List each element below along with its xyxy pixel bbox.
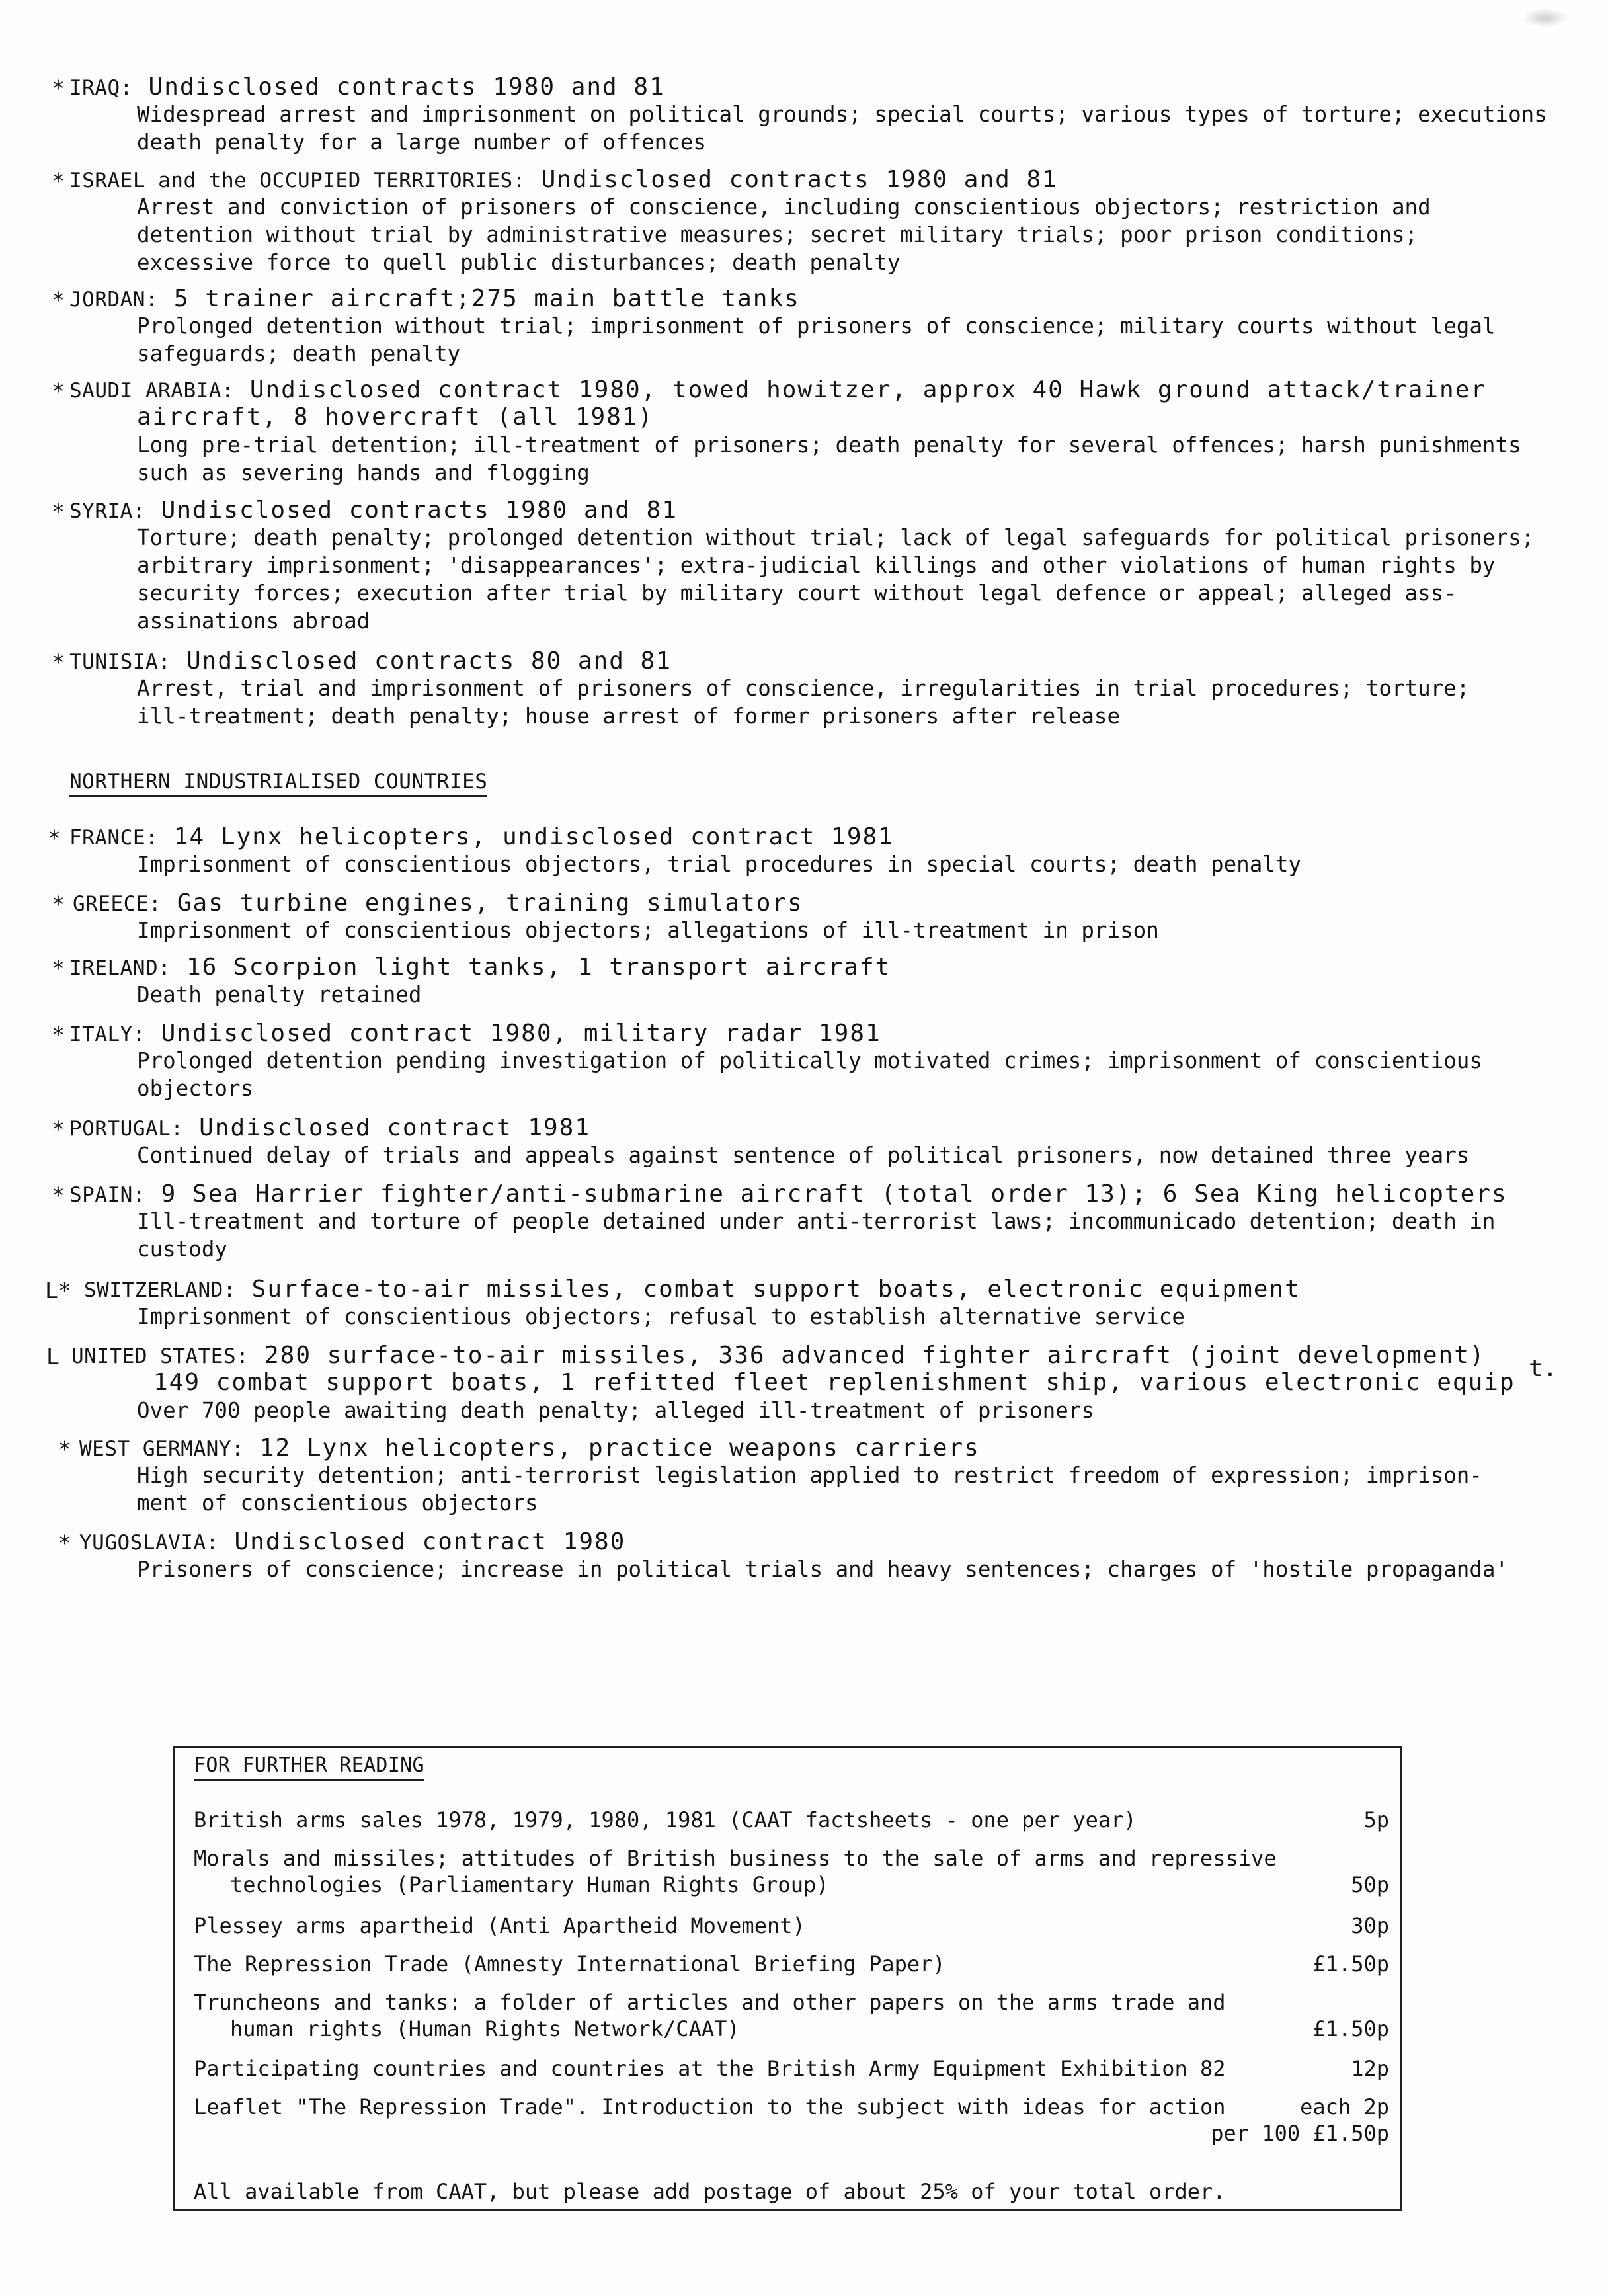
arms-items: Undisclosed contract 1981 — [199, 1114, 591, 1141]
entry-marker: * — [52, 1182, 65, 1208]
arms-items: 5 trainer aircraft;275 main battle tanks — [173, 285, 800, 312]
country-name: ITALY: — [69, 1022, 145, 1046]
country-name: ISRAEL and the OCCUPIED TERRITORIES: — [69, 169, 526, 192]
human-rights-line: Imprisonment of conscientious objectors, trial procedures in special courts; death penalty — [137, 852, 1301, 877]
reading-item-price: 30p — [1351, 1913, 1389, 1938]
reading-item-title: Leaflet "The Repression Trade". Introduction to the subject with ideas for action — [194, 2094, 1226, 2119]
human-rights-line: detention without trial by administrative measures; secret military trials; poor prison conditions; — [137, 222, 1418, 247]
arms-items-continued: aircraft, 8 hovercraft (all 1981) — [137, 403, 654, 430]
country-name: IRELAND: — [69, 956, 171, 980]
further-reading-title: FOR FURTHER READING — [194, 1752, 424, 1781]
human-rights-line: Imprisonment of conscientious objectors; allegations of ill-treatment in prison — [137, 918, 1159, 943]
reading-item-title: British arms sales 1978, 1979, 1980, 1981 (CAAT factsheets - one per year) — [194, 1807, 1137, 1832]
arms-items: Undisclosed contracts 1980 and 81 — [541, 166, 1058, 193]
entry-marker: * — [52, 499, 65, 524]
reading-item-title: Morals and missiles; attitudes of British business to the sale of arms and repressive — [194, 1846, 1277, 1871]
reading-item-title: Participating countries and countries at the British Army Equipment Exhibition 82 — [194, 2056, 1226, 2081]
human-rights-line: Arrest and conviction of prisoners of conscience, including conscientious objectors; restriction and — [137, 194, 1431, 220]
country-name: YUGOSLAVIA: — [79, 1531, 219, 1555]
reading-item-price: 50p — [1351, 1872, 1389, 1897]
human-rights-line: Prisoners of conscience; increase in political trials and heavy sentences; charges of 'hostile propaganda' — [137, 1557, 1509, 1582]
entry-marker: * — [52, 378, 65, 404]
reading-item-title: Plessey arms apartheid (Anti Apartheid Movement) — [194, 1913, 805, 1938]
country-name: WEST GERMANY: — [79, 1437, 245, 1461]
human-rights-line: Long pre-trial detention; ill-treatment of prisoners; death penalty for several offences; harsh punishments — [137, 432, 1521, 458]
arms-items: 12 Lynx helicopters, practice weapons carriers — [259, 1434, 980, 1461]
further-reading-box — [173, 1746, 1402, 2211]
human-rights-line: safeguards; death penalty — [137, 341, 461, 366]
country-name: UNITED STATES: — [71, 1344, 249, 1368]
arms-items: 280 surface-to-air missiles, 336 advanced fighter aircraft (joint development) — [264, 1342, 1486, 1369]
human-rights-line: Over 700 people awaiting death penalty; alleged ill-treatment of prisoners — [137, 1398, 1094, 1423]
arms-items: Gas turbine engines, training simulators — [177, 889, 803, 917]
human-rights-line: Continued delay of trials and appeals against sentence of political prisoners, now detained three years — [137, 1143, 1470, 1168]
entry-marker: * — [48, 825, 61, 851]
country-name: GREECE: — [73, 892, 162, 916]
reading-item-price: 5p — [1363, 1807, 1389, 1832]
reading-item-price: £1.50p — [1312, 2016, 1389, 2041]
arms-items: Undisclosed contracts 1980 and 81 — [161, 497, 678, 524]
country-name: SAUDI ARABIA: — [69, 379, 235, 403]
arms-items: Undisclosed contracts 80 and 81 — [186, 647, 672, 675]
human-rights-line: objectors — [137, 1076, 254, 1101]
arms-items: Undisclosed contract 1980, towed howitzer, approx 40 Hawk ground attack/trainer — [249, 376, 1487, 403]
reading-item-price: each 2p — [1300, 2094, 1389, 2119]
human-rights-line: arbitrary imprisonment; 'disappearances'; extra-judicial killings and other violations of human rights by — [137, 553, 1496, 578]
scan-smudge — [1522, 8, 1568, 28]
reading-item-price: £1.50p — [1312, 1951, 1389, 1977]
human-rights-line: Arrest, trial and imprisonment of prisoners of conscience, irregularities in trial procedures; torture; — [137, 676, 1470, 701]
reading-item-price: per 100 £1.50p — [1211, 2121, 1389, 2146]
entry-marker: L — [46, 1344, 60, 1370]
entry-marker: * — [52, 75, 65, 101]
entry-marker: * — [52, 1116, 65, 1142]
arms-items: 16 Scorpion light tanks, 1 transport aircraft — [186, 954, 891, 981]
human-rights-line: excessive force to quell public disturbances; death penalty — [137, 250, 901, 275]
reading-item-price: 12p — [1351, 2056, 1389, 2081]
country-name: SPAIN: — [69, 1183, 145, 1207]
human-rights-line: Prolonged detention pending investigation of politically motivated crimes; imprisonment of conscientious — [137, 1048, 1482, 1073]
country-name: PORTUGAL: — [69, 1117, 184, 1141]
human-rights-line: Prolonged detention without trial; imprisonment of prisoners of conscience; military courts without legal — [137, 313, 1496, 339]
entry-marker: * — [52, 1022, 65, 1047]
entry-marker: * — [58, 1436, 71, 1462]
human-rights-line: Ill-treatment and torture of people detained under anti-terrorist laws; incommunicado detention; death in — [137, 1209, 1496, 1234]
human-rights-line: Imprisonment of conscientious objectors; refusal to establish alternative service — [137, 1304, 1185, 1329]
human-rights-line: ill-treatment; death penalty; house arrest of former prisoners after release — [137, 704, 1121, 729]
arms-items: 9 Sea Harrier fighter/anti-submarine aircraft (total order 13); 6 Sea King helicopters — [161, 1180, 1508, 1208]
human-rights-line: assinations abroad — [137, 608, 370, 634]
entry-marker: * — [58, 1530, 71, 1556]
entry-marker: * — [52, 891, 65, 917]
human-rights-line: such as severing hands and flogging — [137, 460, 590, 485]
country-name: SWITZERLAND: — [84, 1278, 236, 1302]
human-rights-line: death penalty for a large number of offences — [137, 130, 706, 155]
arms-items: Undisclosed contract 1980, military radar 1981 — [161, 1020, 881, 1047]
country-name: JORDAN: — [69, 288, 159, 311]
entry-marker: L* — [45, 1278, 71, 1303]
human-rights-line: security forces; execution after trial by military court without legal defence or appeal; alleged ass- — [137, 581, 1457, 606]
reading-item-title: Truncheons and tanks: a folder of articles and other papers on the arms trade and — [194, 1990, 1226, 2015]
human-rights-line: Widespread arrest and imprisonment on political grounds; special courts; various types of torture; executions — [137, 102, 1547, 127]
arms-items-continued: 149 combat support boats, 1 refitted fleet replenishment ship, various electronic equip — [153, 1369, 1515, 1396]
entry-marker: * — [52, 168, 65, 194]
arms-items: Undisclosed contract 1980 — [234, 1528, 626, 1555]
arms-items: 14 Lynx helicopters, undisclosed contract 1981 — [173, 823, 894, 850]
human-rights-line: High security detention; anti-terrorist legislation applied to restrict freedom of expression; imprison- — [137, 1463, 1482, 1488]
arms-items: Undisclosed contracts 1980 and 81 — [148, 73, 665, 101]
section-heading: NORTHERN INDUSTRIALISED COUNTRIES — [69, 768, 487, 797]
entry-marker: * — [52, 287, 65, 313]
further-reading-footer: All available from CAAT, but please add postage of about 25% of your total order. — [194, 2179, 1226, 2204]
stray-mark: t. — [1529, 1355, 1558, 1382]
entry-marker: * — [52, 649, 65, 675]
entry-marker: * — [52, 956, 65, 981]
country-name: SYRIA: — [69, 499, 145, 523]
arms-items: Surface-to-air missiles, combat support boats, electronic equipment — [251, 1276, 1301, 1303]
human-rights-line: ment of conscientious objectors — [137, 1491, 538, 1516]
reading-item-title: human rights (Human Rights Network/CAAT) — [230, 2016, 740, 2041]
country-name: FRANCE: — [69, 826, 159, 850]
human-rights-line: custody — [137, 1237, 227, 1262]
reading-item-title: The Repression Trade (Amnesty International Briefing Paper) — [194, 1951, 945, 1977]
human-rights-line: Torture; death penalty; prolonged detention without trial; lack of legal safeguards for political prisoners; — [137, 525, 1535, 550]
country-name: TUNISIA: — [69, 650, 171, 674]
reading-item-title: technologies (Parliamentary Human Rights Group) — [230, 1872, 829, 1897]
country-name: IRAQ: — [69, 76, 133, 100]
human-rights-line: Death penalty retained — [137, 982, 422, 1007]
